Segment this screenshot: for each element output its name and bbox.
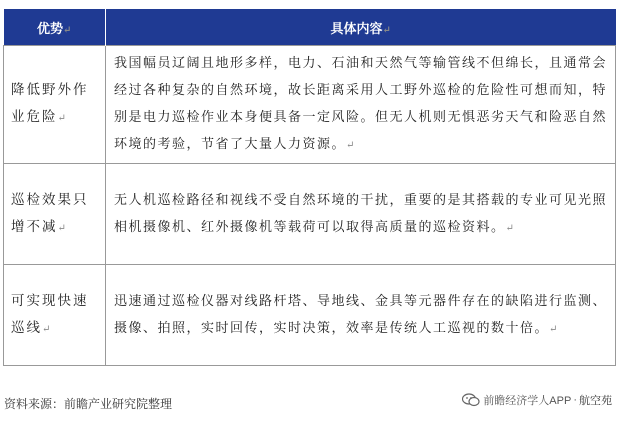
header-content: 具体内容↵ [106,9,616,46]
wechat-icon [462,393,480,407]
advantage-cell: 可实现快速巡线↵ [4,265,106,366]
account-name: 航空苑 [579,395,612,407]
table-row [4,164,616,265]
content-cell: 无人机巡检路径和视线不受自然环境的干扰，重要的是其搭载的专业可见光照相机摄像机、红外摄像机等载荷可以取得高质量的巡检资料。↵ [106,164,616,265]
content-cell: 我国幅员辽阔且地形多样，电力、石油和天然气等输管线不但绵长，且通常会经过各种复杂的自然环境，故长距离采用人工野外巡检的危险性可想而知，特别是电力巡检作业本身便具备一定风险。但无人机则无惧恶劣天气和险恶自然环境的考验，节省了大量人力资源。↵ [106,46,616,164]
advantages-table [3,9,616,366]
source-note: 资料来源：前瞻产业研究院整理 [4,397,173,411]
advantage-cell: 降低野外作业危险↵ [4,46,106,164]
table-row [4,46,616,164]
content-cell: 迅速通过巡检仪器对线路杆塔、导地线、金具等元器件存在的缺陷进行监测、摄像、拍照，实时回传，实时决策，效率是传统人工巡视的数十倍。↵ [106,265,616,366]
table-header-row [4,9,616,46]
table-row [4,265,616,366]
app-badge: 前瞻经济学人APP · 航空苑 [458,390,616,410]
badge-label: 前瞻经济学人APP [483,395,572,407]
advantage-cell: 巡检效果只增不减↵ [4,164,106,265]
header-advantage: 优势↵ [4,9,106,46]
